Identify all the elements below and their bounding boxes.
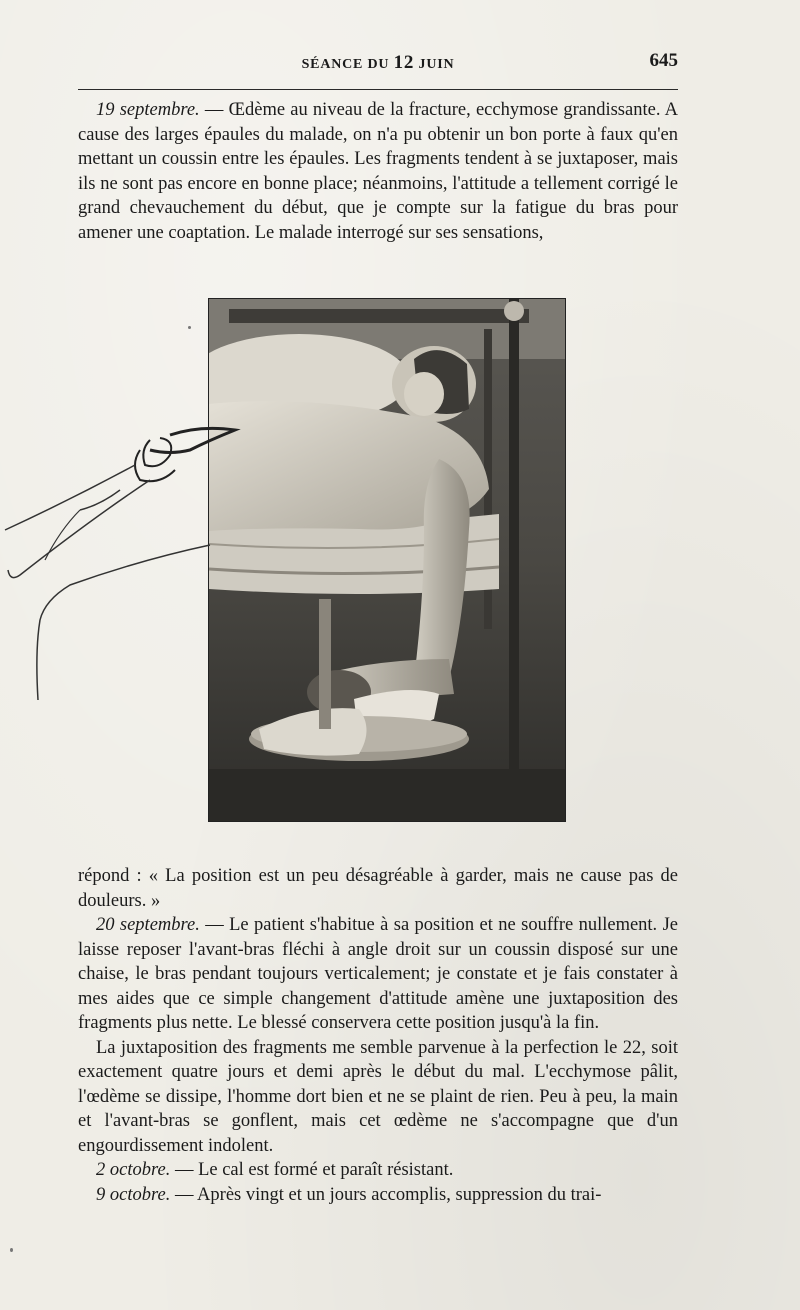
- patient-photo-icon: [209, 299, 565, 821]
- patient-photo: [208, 298, 566, 822]
- header-rule: [78, 89, 678, 90]
- paragraph-juxtaposition: La juxtaposition des fragments me semble parvenue à la perfection le 22, soit exactement quatre jours et demi après le début du mal. L'ecchymose pâlit, l'œdème se dissipe, l'homme dort bien et ne se plaint de rien. Peu à peu, la main et l'avant-bras se gonflent, mais cet œdème ne s'accompagne que d'un engourdissement indolent.: [78, 1037, 678, 1156]
- date-label: 2 octobre.: [96, 1160, 171, 1180]
- paragraph-text: — Le cal est formé et paraît résistant.: [170, 1160, 454, 1180]
- paragraph-text: — Après vingt et un jours accomplis, suppression du trai-: [170, 1184, 602, 1205]
- margin-scribble-icon: [0, 410, 245, 740]
- paragraph-text: — Le patient s'habitue à sa position et ne souffre nullement. Je laisse reposer l'avant-bras fléchi à angle droit sur un coussin disposé sur une chaise, le bras pendant toujours verticalement; je constate et je fais constater à mes aides que ce simple changement d'attitude amène une juxtaposition des fragments plus nette. Le blessé conservera cette position jusqu'à la fin.: [78, 915, 678, 1033]
- header-title: [78, 52, 678, 74]
- header-title-part: SÉANCE DU: [301, 57, 394, 72]
- date-label: 20 septembre.: [96, 915, 200, 935]
- print-speck: [10, 1248, 13, 1252]
- header-title-day: 12: [393, 52, 415, 73]
- paragraph-2-octobre: [78, 1158, 678, 1183]
- paragraph-20-septembre: [78, 913, 678, 1036]
- bottom-text-block: [78, 864, 678, 1207]
- date-label: 19 septembre.: [96, 100, 200, 120]
- paragraph-continuation: répond : « La position est un peu désagréable à garder, mais ne cause pas de douleurs. »: [78, 866, 678, 911]
- date-label: 9 octobre.: [96, 1184, 171, 1205]
- top-text-block: [78, 98, 678, 245]
- paragraph-19-septembre: [78, 98, 678, 245]
- header-title-month: JUIN: [414, 57, 455, 72]
- paragraph-9-octobre: [78, 1183, 678, 1208]
- running-header: [78, 50, 678, 72]
- print-speck: [188, 326, 191, 329]
- page-number: 645: [649, 50, 678, 71]
- paragraph-text: — Œdème au niveau de la fracture, ecchymose grandissante. A cause des larges épaules du malade, on n'a pu obtenir un bon porte à faux qu'en mettant un coussin entre les épaules. Les fragments tendent à se juxtaposer, mais ils ne sont pas encore en bonne place; néanmoins, l'attitude a tellement corrigé le grand chevauchement du début, que je compte sur la fatigue du bras pour amener une coaptation. Le malade interrogé sur ses sensations,: [78, 100, 678, 243]
